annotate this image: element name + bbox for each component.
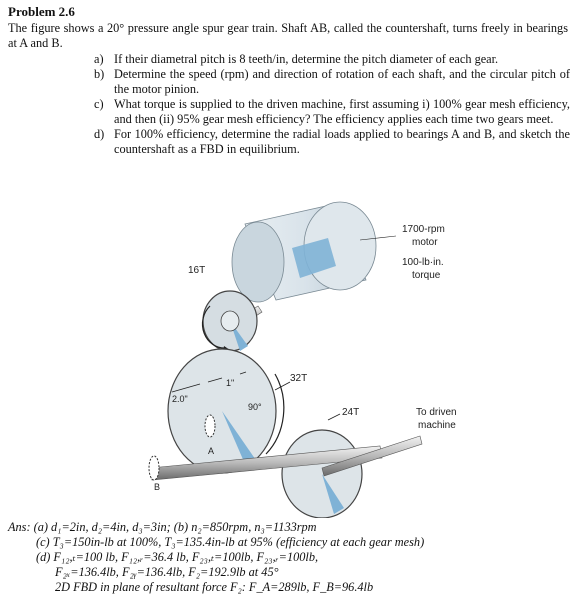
bearing-a-label: A	[208, 446, 215, 456]
answer-line-5: 2D FBD in plane of resultant force F₂: F_A=289lb, F_B=96.4lb	[55, 580, 374, 594]
motor-rpm-label: 1700-rpm	[402, 224, 445, 235]
gear-32t-label: 32T	[290, 373, 308, 384]
gear-16t-label: 16T	[188, 265, 206, 276]
motor	[232, 202, 376, 302]
gear-32t	[168, 349, 284, 473]
answers-block	[8, 520, 424, 595]
part-b	[94, 67, 570, 97]
bearing-a	[205, 415, 215, 437]
part-c-text: What torque is supplied to the driven machine, first assuming i) 100% gear mesh efficiency, and then (ii) 95% gear mesh efficiency? The efficiency applies each time two gears meet.	[114, 97, 570, 126]
part-d	[94, 127, 570, 157]
part-b-label: b)	[94, 67, 105, 81]
torque-value-label: 100-lb·in.	[402, 257, 444, 268]
problem-parts	[94, 52, 570, 157]
dimension-2in-label: 2.0"	[172, 394, 188, 404]
part-d-label: d)	[94, 127, 105, 141]
part-a	[94, 52, 570, 67]
driven-label: To driven	[416, 407, 457, 418]
bearing-b-label: B	[154, 482, 161, 492]
answer-line-4: F₂ₓ=136.4lb, F₂ᵧ=136.4lb, F₂=192.9lb at 45°	[55, 565, 279, 579]
part-b-text: Determine the speed (rpm) and direction of rotation of each shaft, and the circular pitch of the motor pinion.	[114, 67, 570, 96]
part-a-label: a)	[94, 52, 104, 66]
answer-line-3: (d) F₁₂,ₜ=100 lb, F₁₂,ᵣ=36.4 lb, F₂₃,ₜ=100lb, F₂₃,ᵣ=100lb,	[36, 550, 319, 564]
gear-24t-label: 24T	[342, 407, 360, 418]
problem-intro: The figure shows a 20° pressure angle spur gear train. Shaft AB, called the countershaft, turns freely in bearings at A and B.	[8, 21, 568, 50]
pinion-16t	[202, 291, 257, 352]
part-d-text: For 100% efficiency, determine the radial loads applied to bearings A and B, and sketch the countershaft as a FBD in equilibrium.	[114, 127, 570, 156]
dimension-1in-label: 1"	[226, 378, 235, 388]
angle-90-label: 90°	[248, 402, 262, 412]
part-a-text: If their diametral pitch is 8 teeth/in, determine the pitch diameter of each gear.	[114, 52, 499, 66]
part-c-label: c)	[94, 97, 104, 111]
answer-line-2: (c) T₃=150in-lb at 100%, T₃=135.4in-lb at 95% (efficiency at each gear mesh)	[36, 535, 425, 549]
torque-label: torque	[412, 270, 441, 281]
machine-label: machine	[418, 420, 456, 431]
bearing-b	[149, 456, 159, 480]
problem-title: Problem 2.6	[8, 4, 75, 19]
gear-24t	[282, 430, 362, 518]
part-c	[94, 97, 570, 127]
answer-line-1: Ans: (a) d₁=2in, d₂=4in, d₃=3in; (b) n₂=850rpm, n₃=1133rpm	[8, 520, 317, 534]
gear-train-figure	[130, 196, 470, 518]
motor-label: motor	[412, 237, 438, 248]
